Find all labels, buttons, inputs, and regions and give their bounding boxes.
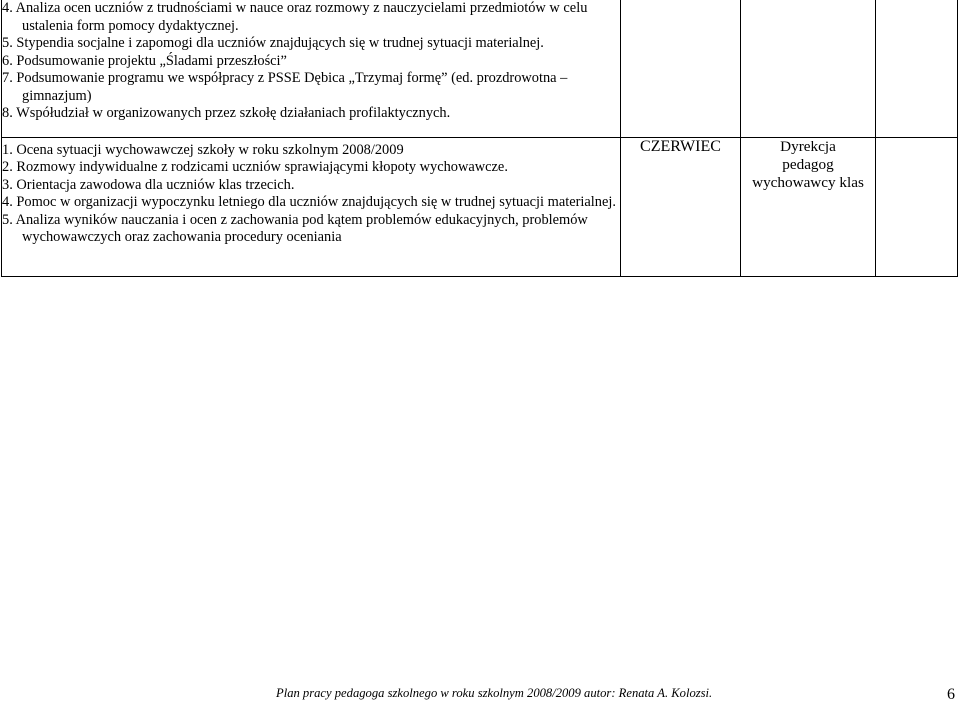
tasks-cell [2, 0, 621, 137]
page-footer: Plan pracy pedagoga szkolnego w roku szkolnym 2008/2009 autor: Renata A. Kolozsi. [276, 686, 713, 700]
responsible-item: pedagog [782, 155, 834, 173]
task-item: 8. Współudział w organizowanych przez szkołę działaniach profilaktycznych. [2, 105, 451, 121]
task-item: 3. Orientacja zawodowa dla uczniów klas trzecich. [2, 176, 295, 193]
task-item: 4. Analiza ocen uczniów z trudnościami w nauce oraz rozmowy z nauczycielami przedmiotów w celu ustalenia form pomocy dydaktycznej. [2, 0, 588, 34]
responsible-cell [741, 137, 876, 276]
task-item: 2. Rozmowy indywidualne z rodzicami uczniów sprawiającymi kłopoty wychowawcze. [2, 159, 508, 176]
tasks-cell [2, 137, 621, 276]
task-item: 5. Analiza wyników nauczania i ocen z zachowania pod kątem problemów edukacyjnych, problemów wychowawczych oraz zachowania procedury oceniania [2, 211, 588, 246]
responsible-item: wychowawcy klas [752, 173, 864, 191]
task-item: 7. Podsumowanie programu we współpracy z PSSE Dębica „Trzymaj formę” (ed. prozdrowotna – gimnazjum) [2, 70, 568, 104]
notes-cell [876, 137, 958, 276]
table-row [2, 0, 958, 137]
term-cell: CZERWIEC [621, 137, 741, 276]
responsible-item: Dyrekcja [780, 137, 836, 155]
task-item: 6. Podsumowanie projektu „Śladami przeszłości” [2, 52, 287, 69]
task-item: 1. Ocena sytuacji wychowawczej szkoły w roku szkolnym 2008/2009 [2, 141, 404, 158]
plan-table [1, 0, 958, 277]
task-item: 5. Stypendia socjalne i zapomogi dla uczniów znajdujących się w trudnej sytuacji materialnej. [2, 35, 544, 51]
term-cell [621, 0, 741, 137]
page-number: 6 [947, 686, 955, 703]
table-row [2, 137, 958, 276]
responsible-cell [741, 0, 876, 137]
notes-cell [876, 0, 958, 137]
task-item: 4. Pomoc w organizacji wypoczynku letniego dla uczniów znajdujących się w trudnej sytuacji materialnej. [2, 194, 616, 211]
